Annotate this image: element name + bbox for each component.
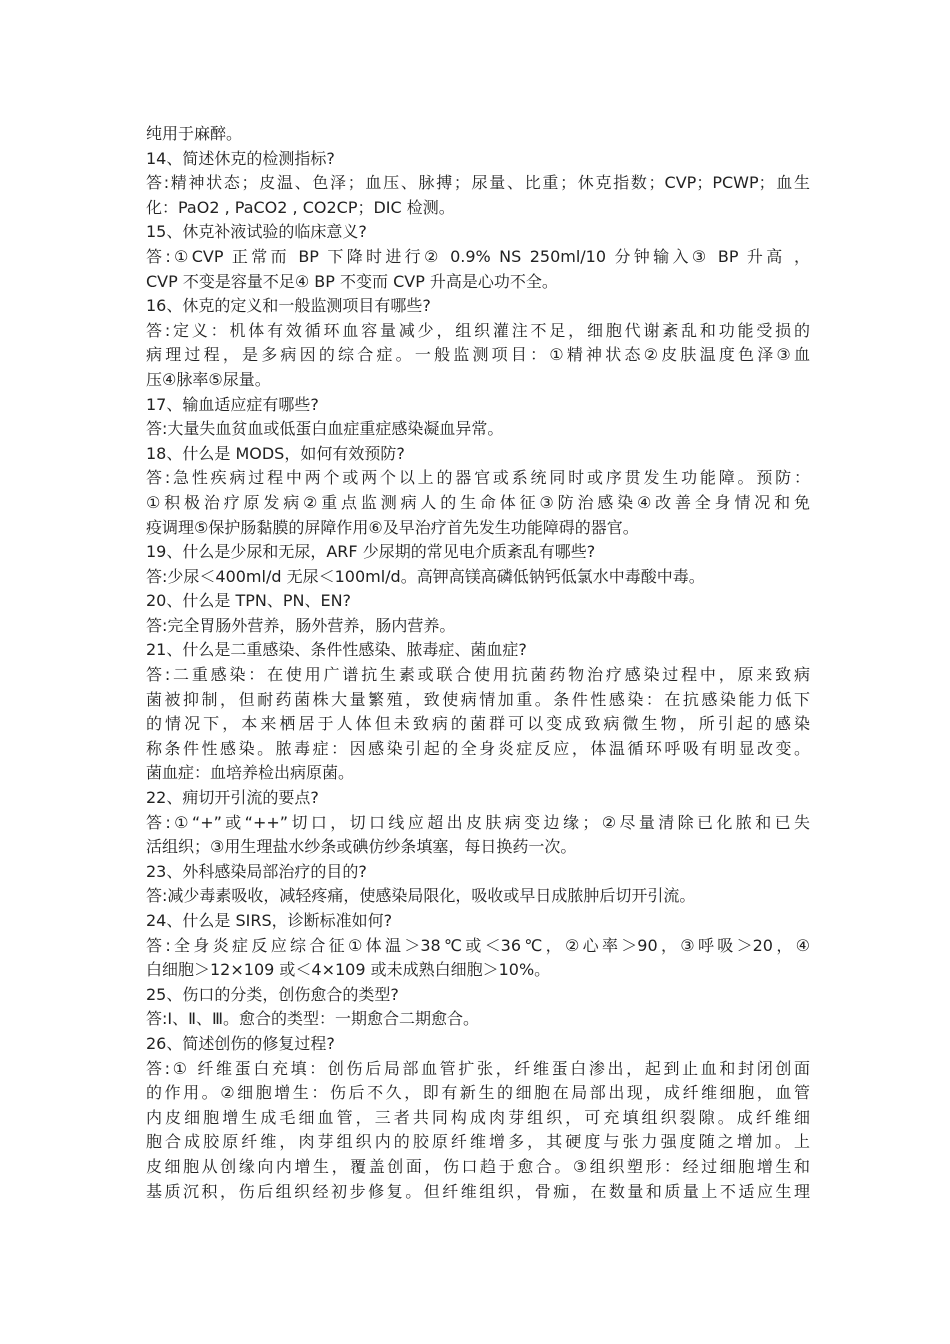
text-line: 胞合成胶原纤维，肉芽组织内的胶原纤维增多，其硬度与张力强度随之增加。上: [146, 1132, 810, 1152]
text-line: 答:① 纤维蛋白充填：创伤后局部血管扩张，纤维蛋白渗出，起到止血和封闭创面: [146, 1058, 810, 1078]
question-heading: 21、什么是二重感染、条件性感染、脓毒症、菌血症?: [146, 640, 527, 660]
question-heading: 17、输血适应症有哪些?: [146, 394, 319, 414]
text-line: 病理过程，是多病因的综合症。一般监测项目：①精神状态②皮肤温度色泽③血: [146, 345, 810, 365]
text-line: 的情况下，本来栖居于人体但未致病的菌群可以变成致病微生物，所引起的感染: [146, 714, 810, 734]
text-line: CVP 不变是容量不足④ BP 不变而 CVP 升高是心功不全。: [146, 271, 558, 291]
text-line: 的作用。②细胞增生：伤后不久，即有新生的细胞在局部出现，成纤维细胞，血管: [146, 1083, 810, 1103]
question-heading: 25、伤口的分类，创伤愈合的类型?: [146, 984, 399, 1004]
text-line: 活组织；③用生理盐水纱条或碘仿纱条填塞，每日换药一次。: [146, 837, 577, 857]
text-line: 答:全身炎症反应综合征①体温＞38℃或＜36℃，②心率＞90，③呼吸＞20，④: [146, 935, 810, 955]
question-heading: 20、什么是 TPN、PN、EN?: [146, 591, 352, 611]
text-line: 皮细胞从创缘向内增生，覆盖创面，伤口趋于愈合。③组织塑形：经过细胞增生和: [146, 1156, 810, 1176]
question-heading: 18、什么是 MODS，如何有效预防?: [146, 443, 405, 463]
text-line: 基质沉积，伤后组织经初步修复。但纤维组织，骨痂，在数量和质量上不适应生理: [146, 1181, 810, 1201]
question-heading: 19、什么是少尿和无尿，ARF 少尿期的常见电介质紊乱有哪些?: [146, 542, 596, 562]
question-heading: 15、休克补液试验的临床意义?: [146, 222, 367, 242]
text-line: 答:大量失血贫血或低蛋白血症重症感染凝血异常。: [146, 419, 504, 439]
text-line: 答:二重感染：在使用广谱抗生素或联合使用抗菌药物治疗感染过程中，原来致病: [146, 665, 810, 685]
text-line: 白细胞＞12×109 或＜4×109 或未成熟白细胞＞10%。: [146, 960, 551, 980]
text-line: 答:Ⅰ、Ⅱ、Ⅲ。愈合的类型：一期愈合二期愈合。: [146, 1009, 480, 1029]
question-heading: 16、休克的定义和一般监测项目有哪些?: [146, 296, 431, 316]
question-heading: 14、简述休克的检测指标?: [146, 148, 335, 168]
text-line: 纯用于麻醉。: [146, 124, 243, 143]
text-line: 疫调理⑤保护肠黏膜的屏障作用⑥及早治疗首先发生功能障碍的器官。: [146, 517, 639, 537]
question-heading: 22、痈切开引流的要点?: [146, 788, 319, 808]
text-line: ①积极治疗原发病②重点监测病人的生命体征③防治感染④改善全身情况和免: [146, 492, 810, 512]
text-line: 答:急性疾病过程中两个或两个以上的器官或系统同时或序贯发生功能障。预防：: [146, 468, 810, 488]
question-heading: 26、简述创伤的修复过程?: [146, 1033, 335, 1053]
text-line: 内皮细胞增生成毛细血管，三者共同构成肉芽组织，可充填组织裂隙。成纤维细: [146, 1107, 810, 1127]
text-line: 答:精神状态；皮温、色泽；血压、脉搏；尿量、比重；休克指数；CVP；PCWP；血生: [146, 173, 810, 193]
text-line: 答:减少毒素吸收，减轻疼痛，使感染局限化，吸收或早日成脓肿后切开引流。: [146, 886, 696, 906]
text-line: 答:定义：机体有效循环血容量减少，组织灌注不足，细胞代谢紊乱和功能受损的: [146, 320, 810, 340]
text-line: 化：PaO2 , PaCO2 , CO2CP；DIC 检测。: [146, 197, 455, 217]
document-page: [146, 122, 810, 1204]
text-line: 答:①“+”或“++”切口，切口线应超出皮肤病变边缘；②尽量清除已化脓和已失: [146, 812, 810, 832]
text-line: 压④脉率⑤尿量。: [146, 369, 271, 389]
text-line: 称条件性感染。脓毒症：因感染引起的全身炎症反应，体温循环呼吸有明显改变。: [146, 738, 810, 758]
text-line: 答:少尿＜400ml/d 无尿＜100ml/d。高钾高镁高磷低钠钙低氯水中毒酸中毒。: [146, 566, 705, 586]
question-heading: 24、什么是 SIRS，诊断标准如何?: [146, 911, 393, 930]
text-line: 菌血症：血培养检出病原菌。: [146, 763, 355, 783]
question-heading: 23、外科感染局部治疗的目的?: [146, 861, 367, 881]
text-line: 答:①CVP 正常而 BP 下降时进行② 0.9% NS 250ml/10 分钟输入③ BP 升高 ，: [146, 246, 810, 266]
text-line: 答:完全胃肠外营养，肠外营养，肠内营养。: [146, 615, 456, 635]
text-line: 菌被抑制，但耐药菌株大量繁殖，致使病情加重。条件性感染：在抗感染能力低下: [146, 689, 810, 709]
